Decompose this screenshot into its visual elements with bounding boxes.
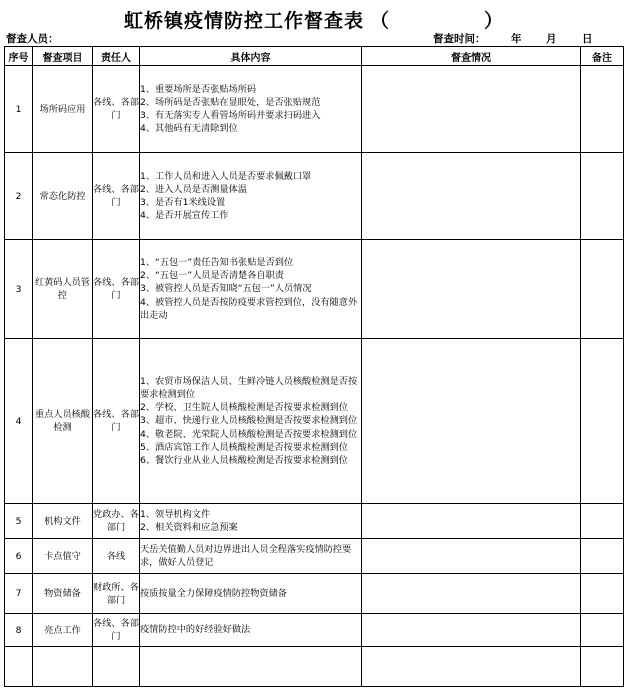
row-item: 常态化防控: [33, 153, 93, 240]
content-line: 2、相关资料和应急预案: [140, 522, 238, 533]
table-body: [5, 66, 624, 687]
content-line: 4、其他码有无清除到位: [140, 123, 238, 135]
header-status: 督查情况: [362, 47, 581, 66]
row-status: [362, 614, 581, 647]
row-owner: 党政办、各部门: [93, 504, 140, 539]
row-remark: [581, 153, 624, 240]
content-line: 天岳关值勤人员对边界进出人员全程落实疫情防控要求，做好人员登记: [140, 543, 352, 568]
row-owner: 财政所、各部门: [93, 574, 140, 614]
empty-cell: [5, 647, 33, 687]
empty-cell: [140, 647, 362, 687]
content-line: 3、被管控人员是否知晓“五包一”人员情况: [140, 283, 312, 295]
row-status: [362, 574, 581, 614]
content-line: 2、进入人员是否测量体温: [140, 183, 247, 195]
row-owner: 各线: [93, 539, 140, 574]
row-item: 场所码应用: [33, 66, 93, 153]
row-content: [140, 539, 362, 574]
header-remark: 备注: [581, 47, 624, 66]
empty-cell: [362, 647, 581, 687]
row-remark: [581, 574, 624, 614]
row-item: 物资储备: [33, 574, 93, 614]
inspector-label: 督查人员：: [6, 33, 59, 45]
content-line: 2、场所码是否张贴在显眼处，是否张贴规范: [140, 96, 321, 108]
title-close-paren: ）: [484, 10, 505, 32]
row-no: 5: [5, 504, 33, 539]
row-status: [362, 339, 581, 504]
empty-cell: [93, 647, 140, 687]
row-item: 卡点值守: [33, 539, 93, 574]
title-text: 虹桥镇疫情防控工作督查表: [124, 10, 365, 32]
row-item: 重点人员核酸检测: [33, 339, 93, 504]
content-line: 2、学校、卫生院人员核酸检测是否按要求检测到位: [140, 402, 348, 414]
row-no: 2: [5, 153, 33, 240]
table-row: [5, 153, 624, 240]
table-row: [5, 240, 624, 339]
row-no: 6: [5, 539, 33, 574]
meta-row: [0, 31, 628, 46]
row-no: 1: [5, 66, 33, 153]
time-label: 督查时间：: [433, 33, 486, 45]
inspection-table: [4, 46, 624, 687]
row-owner: 各线、各部门: [93, 153, 140, 240]
table-row: [5, 574, 624, 614]
content-line: 6、餐饮行业从业人员核酸检测是否按要求检测到位: [140, 455, 348, 466]
row-content: [140, 339, 362, 504]
header-content: 具体内容: [140, 47, 362, 66]
row-remark: [581, 66, 624, 153]
row-remark: [581, 504, 624, 539]
header-item: 督查项目: [33, 47, 93, 66]
content-line: 1、重要场所是否张贴场所码: [140, 83, 257, 95]
empty-row: [5, 647, 624, 687]
row-remark: [581, 240, 624, 339]
content-line: 1、工作人员和进入人员是否要求佩戴口罩: [140, 170, 312, 182]
content-line: 4、被管控人员是否按防疫要求管控到位，没有随意外出走动: [140, 296, 358, 321]
content-line: 3、超市、快递行业人员核酸检测是否按要求检测到位: [140, 415, 358, 427]
empty-cell: [581, 647, 624, 687]
day-label: 日: [582, 33, 593, 45]
row-content: [140, 504, 362, 539]
row-content: [140, 574, 362, 614]
content-line: 3、有无落实专人看管场所码并要求扫码进入: [140, 110, 321, 121]
row-content: [140, 240, 362, 339]
content-line: 2、“五包一”人员是否清楚各自职责: [140, 270, 284, 282]
row-status: [362, 504, 581, 539]
row-item: 亮点工作: [33, 614, 93, 647]
empty-cell: [33, 647, 93, 687]
sheet-title: [0, 6, 628, 30]
table-row: [5, 66, 624, 153]
content-line: 按质按量全力保障疫情防控物资储备: [140, 587, 287, 599]
row-no: 3: [5, 240, 33, 339]
table-row: [5, 504, 624, 539]
title-open-paren: （: [370, 10, 391, 32]
content-line: 1、“五包一”责任告知书张贴是否到位: [140, 256, 294, 268]
content-line: 1、农贸市场保洁人员、生鲜冷链人员核酸检测是否按要求检测到位: [140, 375, 358, 400]
month-label: 月: [546, 33, 557, 45]
row-status: [362, 539, 581, 574]
content-line: 1、领导机构文件: [140, 508, 211, 520]
header-no: 序号: [5, 47, 33, 66]
header-row: [5, 47, 624, 66]
row-no: 7: [5, 574, 33, 614]
content-line: 5、酒店宾馆工作人员核酸检测是否按要求检测到位: [140, 441, 348, 453]
content-line: 疫情防控中的好经验好做法: [140, 624, 251, 636]
table-row: [5, 539, 624, 574]
content-line: 3、是否有1米线设置: [140, 197, 226, 208]
table-row: [5, 614, 624, 647]
row-owner: 各线、各部门: [93, 240, 140, 339]
row-status: [362, 240, 581, 339]
year-label: 年: [511, 33, 522, 45]
row-remark: [581, 339, 624, 504]
table-row: [5, 339, 624, 504]
row-no: 8: [5, 614, 33, 647]
row-owner: 各线、各部门: [93, 339, 140, 504]
row-item: 机构文件: [33, 504, 93, 539]
row-content: [140, 614, 362, 647]
row-owner: 各线、各部门: [93, 66, 140, 153]
row-content: [140, 66, 362, 153]
row-no: 4: [5, 339, 33, 504]
content-line: 4、敬老院、光荣院人员核酸检测是否按要求检测到位: [140, 428, 358, 440]
content-line: 4、是否开展宣传工作: [140, 210, 229, 222]
row-remark: [581, 539, 624, 574]
row-item: 红黄码人员管控: [33, 240, 93, 339]
row-status: [362, 153, 581, 240]
row-status: [362, 66, 581, 153]
row-remark: [581, 614, 624, 647]
header-owner: 责任人: [93, 47, 140, 66]
row-content: [140, 153, 362, 240]
row-owner: 各线、各部门: [93, 614, 140, 647]
